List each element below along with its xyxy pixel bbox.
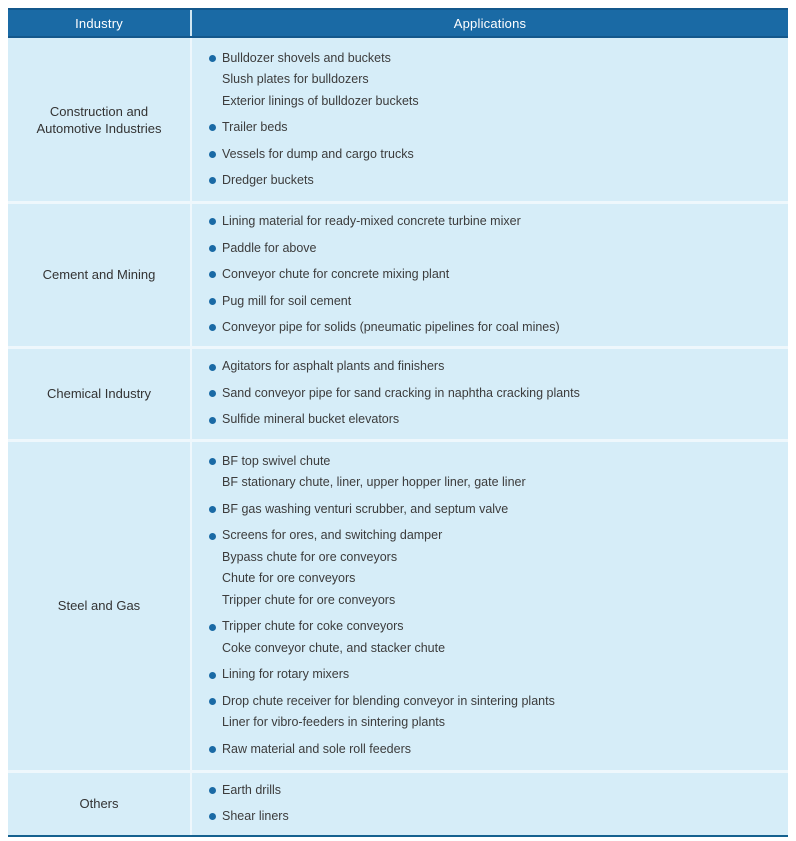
application-text: Conveyor chute for concrete mixing plant: [222, 267, 450, 281]
application-group: [209, 383, 770, 405]
bullet-icon: [209, 177, 216, 184]
application-line: [209, 264, 770, 286]
application-text: Conveyor pipe for solids (pneumatic pipelines for coal mines): [222, 320, 560, 334]
bullet-icon: [209, 624, 216, 631]
application-text: Lining material for ready-mixed concrete turbine mixer: [222, 214, 521, 228]
application-text: Bulldozer shovels and buckets: [222, 50, 391, 65]
application-group: [209, 691, 770, 734]
application-line: [209, 638, 770, 660]
application-group: [209, 739, 770, 761]
application-group: [209, 117, 770, 139]
application-text: Sand conveyor pipe for sand cracking in naphtha cracking plants: [222, 385, 580, 400]
application-group: [209, 409, 770, 431]
application-text: Trailer beds: [222, 120, 288, 134]
application-group: [209, 525, 770, 611]
application-text: Slush plates for bulldozers: [222, 72, 369, 86]
bullet-icon: [209, 698, 216, 705]
bullet-icon: [209, 124, 216, 131]
application-line: [209, 739, 770, 761]
bullet-icon: [209, 55, 216, 62]
applications-cell: [190, 38, 788, 201]
table-row: [8, 346, 788, 439]
application-text: Screens for ores, and switching damper: [222, 528, 443, 543]
bullet-icon: [209, 298, 216, 305]
application-text: Lining for rotary mixers: [222, 667, 350, 682]
bullet-icon: [209, 271, 216, 278]
application-group: [209, 48, 770, 113]
application-line: [209, 317, 770, 339]
application-line: [209, 69, 770, 91]
application-line: [209, 568, 770, 590]
bullet-icon: [209, 672, 216, 679]
application-line: [209, 525, 770, 547]
application-group: [209, 264, 770, 286]
bullet-icon: [209, 417, 216, 424]
bullet-icon: [209, 245, 216, 252]
table-header-row: [8, 8, 788, 38]
table-row: [8, 38, 788, 201]
application-line: [209, 664, 770, 686]
bullet-icon: [209, 390, 216, 397]
application-line: [209, 780, 770, 802]
application-group: [209, 806, 770, 828]
application-text: Shear liners: [222, 809, 289, 823]
application-text: Tripper chute for ore conveyors: [222, 592, 396, 607]
application-text: Chute for ore conveyors: [222, 571, 356, 586]
application-text: Paddle for above: [222, 240, 317, 255]
application-line: [209, 144, 770, 166]
table-bottom-rule: [8, 835, 788, 837]
application-group: [209, 664, 770, 686]
application-text: Earth drills: [222, 782, 282, 797]
application-line: [209, 691, 770, 713]
table-row: [8, 201, 788, 346]
application-line: [209, 383, 770, 405]
bullet-icon: [209, 218, 216, 225]
application-line: [209, 806, 770, 828]
application-group: [209, 144, 770, 166]
application-line: [209, 238, 770, 260]
application-line: [209, 499, 770, 521]
bullet-icon: [209, 324, 216, 331]
application-group: [209, 451, 770, 494]
application-text: Raw material and sole roll feeders: [222, 741, 411, 756]
bullet-icon: [209, 746, 216, 753]
table-row: [8, 439, 788, 770]
bullet-icon: [209, 506, 216, 513]
application-group: [209, 356, 770, 378]
application-line: [209, 590, 770, 612]
applications-cell: [190, 773, 788, 835]
application-line: [209, 170, 770, 192]
bullet-icon: [209, 787, 216, 794]
application-text: Exterior linings of bulldozer buckets: [222, 93, 419, 108]
application-text: BF gas washing venturi scrubber, and septum valve: [222, 501, 509, 516]
application-line: [209, 117, 770, 139]
applications-column-header: Applications: [190, 10, 788, 36]
application-line: [209, 547, 770, 569]
application-line: [209, 91, 770, 113]
application-text: Sulfide mineral bucket elevators: [222, 412, 400, 427]
application-group: [209, 780, 770, 802]
application-text: BF top swivel chute: [222, 453, 331, 468]
application-line: [209, 472, 770, 494]
application-group: [209, 616, 770, 659]
application-text: Vessels for dump and cargo trucks: [222, 146, 414, 161]
application-text: Dredger buckets: [222, 173, 314, 187]
bullet-icon: [209, 364, 216, 371]
bullet-icon: [209, 458, 216, 465]
industry-cell: Cement and Mining: [8, 204, 190, 346]
application-group: [209, 211, 770, 233]
applications-cell: [190, 442, 788, 770]
industry-applications-table: [8, 8, 788, 837]
application-group: [209, 170, 770, 192]
industry-cell: Steel and Gas: [8, 442, 190, 770]
industry-cell: Construction and Automotive Industries: [8, 38, 190, 201]
application-text: Bypass chute for ore conveyors: [222, 549, 398, 564]
application-line: [209, 211, 770, 233]
application-line: [209, 451, 770, 473]
application-line: [209, 291, 770, 313]
bullet-icon: [209, 533, 216, 540]
table-body: [8, 38, 788, 835]
applications-cell: [190, 204, 788, 346]
applications-cell: [190, 349, 788, 439]
industry-cell: Chemical Industry: [8, 349, 190, 439]
application-text: Pug mill for soil cement: [222, 293, 352, 308]
application-line: [209, 616, 770, 638]
application-line: [209, 48, 770, 70]
application-text: Coke conveyor chute, and stacker chute: [222, 640, 446, 655]
application-text: Drop chute receiver for blending conveyor in sintering plants: [222, 693, 555, 708]
application-line: [209, 712, 770, 734]
bullet-icon: [209, 151, 216, 158]
industry-cell: Others: [8, 773, 190, 835]
application-group: [209, 499, 770, 521]
application-group: [209, 317, 770, 339]
application-text: BF stationary chute, liner, upper hopper liner, gate liner: [222, 475, 526, 490]
application-group: [209, 238, 770, 260]
table-row: [8, 770, 788, 835]
application-line: [209, 356, 770, 378]
application-line: [209, 409, 770, 431]
application-text: Tripper chute for coke conveyors: [222, 619, 404, 634]
application-text: Liner for vibro-feeders in sintering plants: [222, 715, 446, 730]
application-text: Agitators for asphalt plants and finishers: [222, 359, 445, 374]
application-group: [209, 291, 770, 313]
industry-column-header: Industry: [75, 15, 123, 31]
bullet-icon: [209, 813, 216, 820]
